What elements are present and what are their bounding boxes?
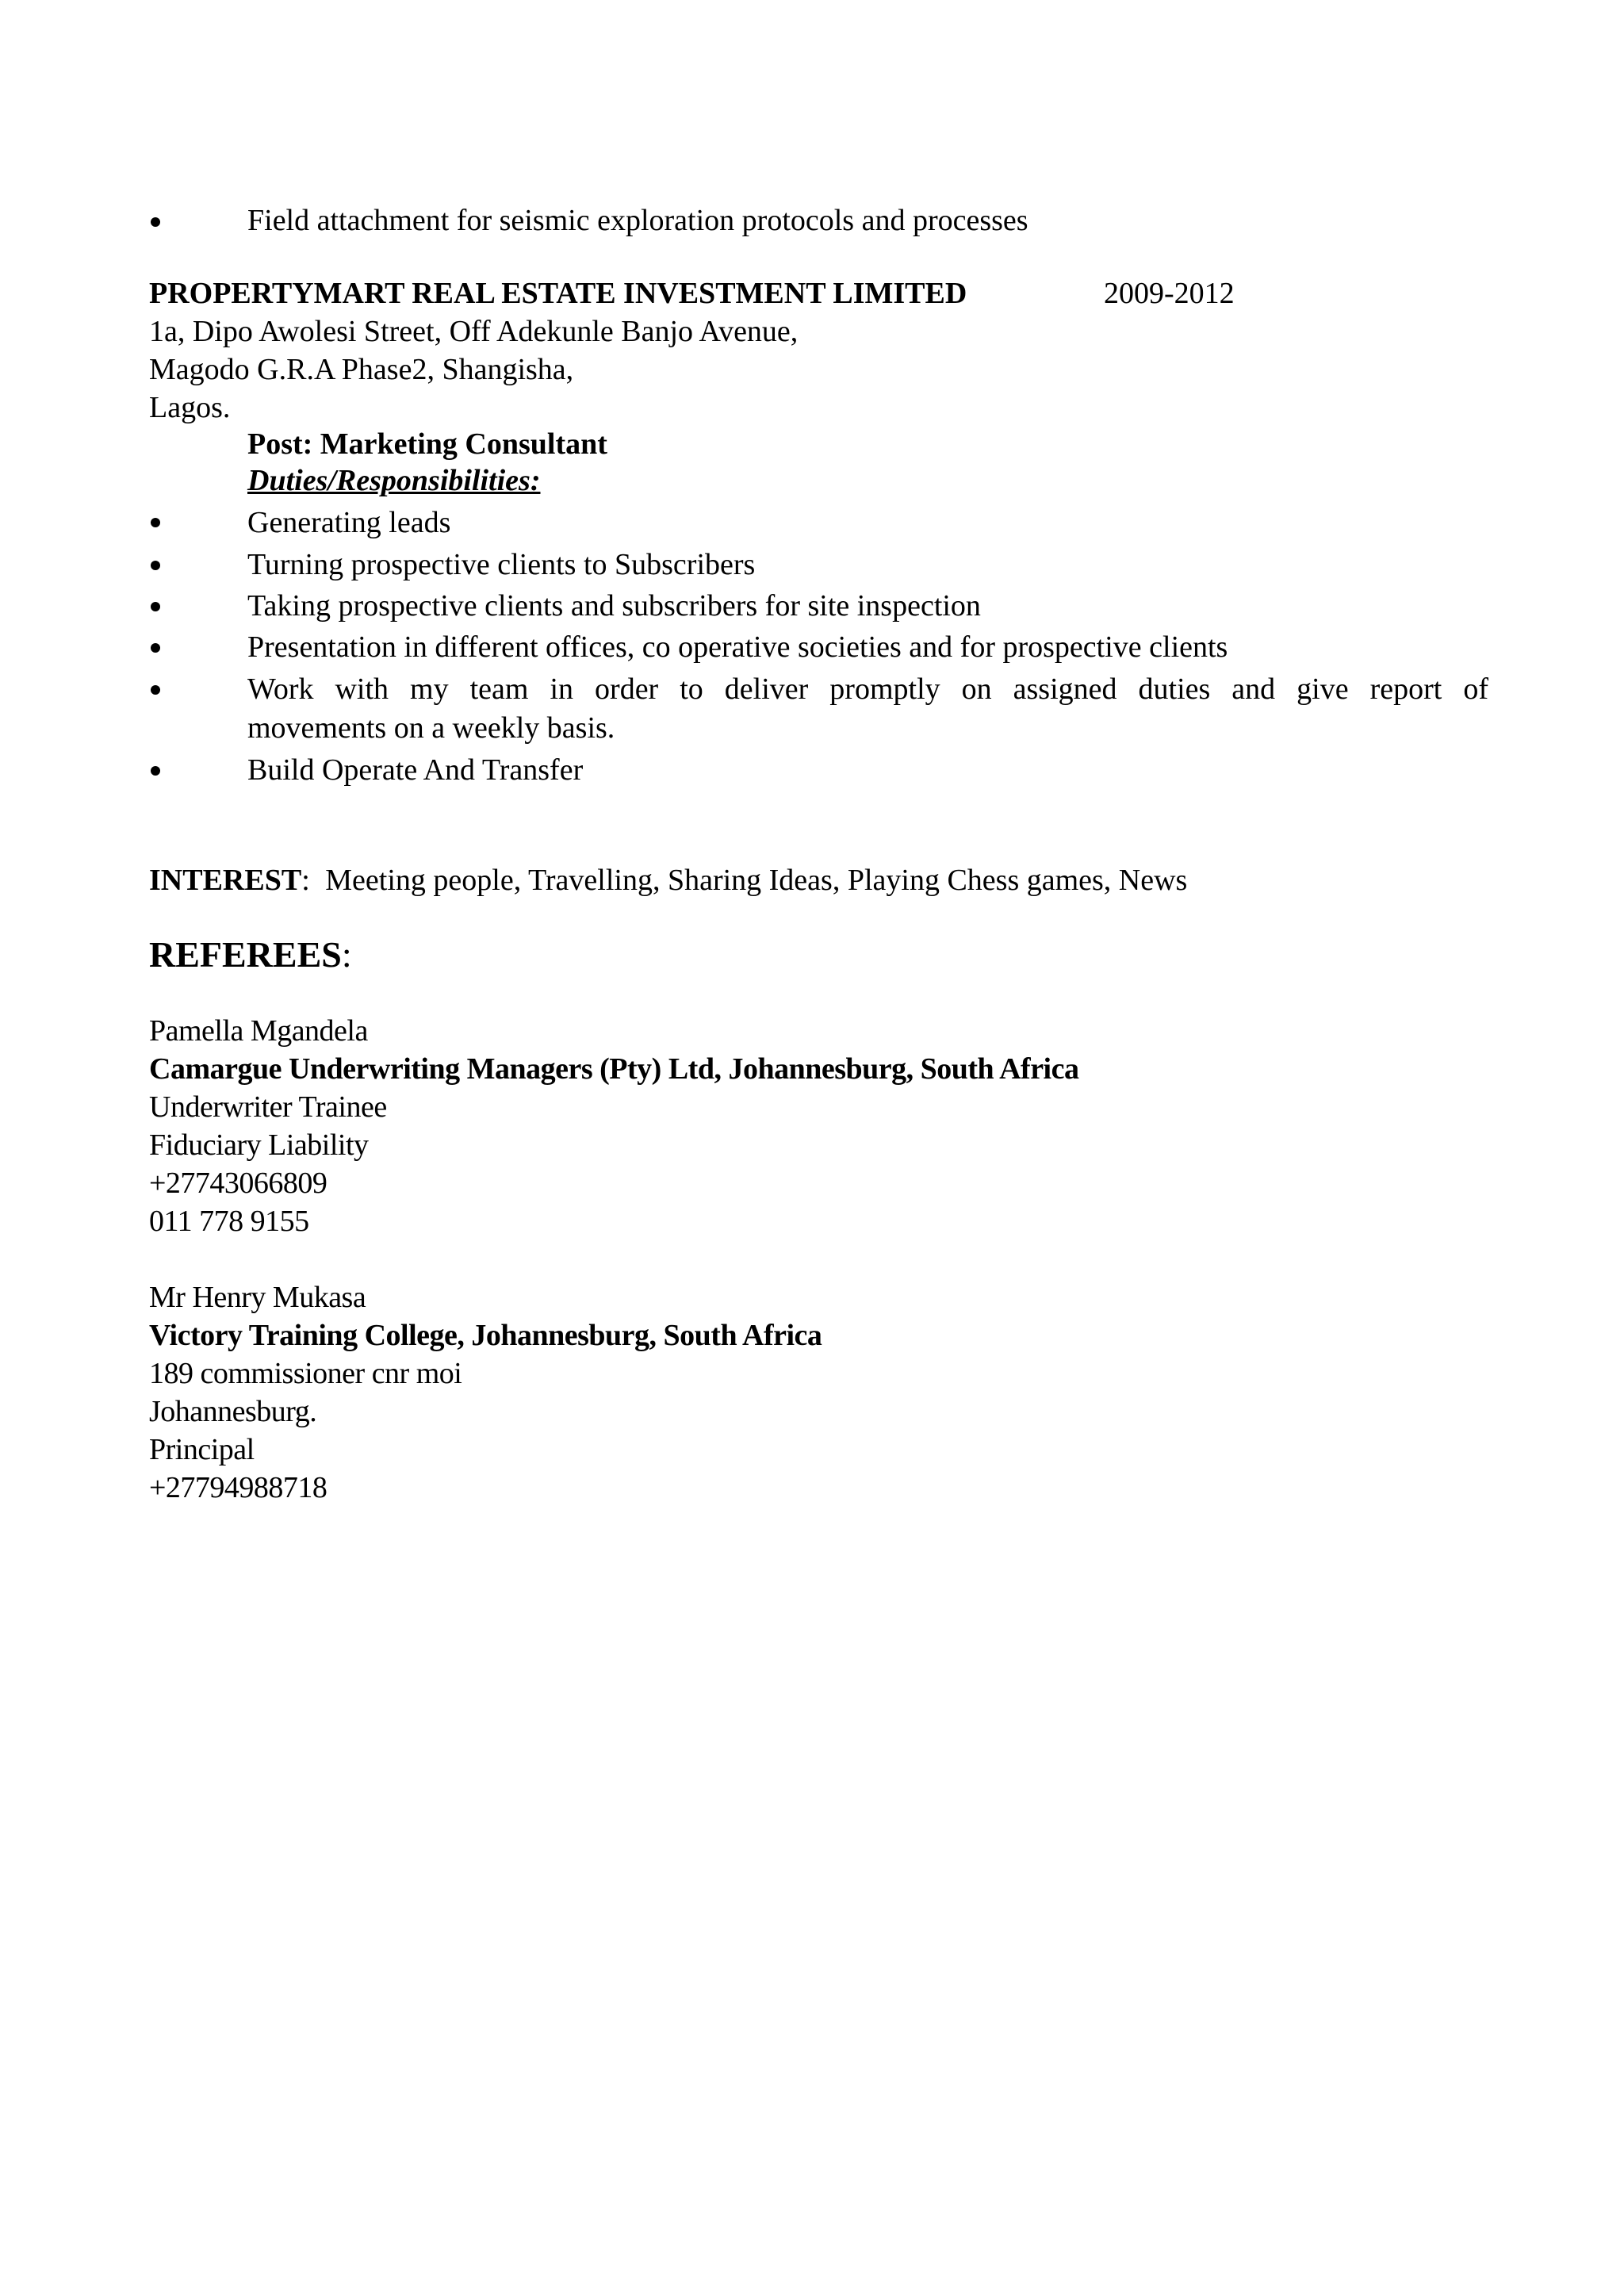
- top-bullet-text: Field attachment for seismic exploration protocols and processes: [247, 204, 1028, 237]
- bullet-icon: [151, 561, 160, 570]
- interest-line: [149, 861, 1187, 899]
- duties-heading: Duties/Responsibilities:: [247, 464, 541, 497]
- referee-department: Fiduciary Liability: [149, 1128, 369, 1162]
- referee-role: Underwriter Trainee: [149, 1090, 387, 1124]
- duty-item: Work with my team in order to deliver promptly on assigned duties and give report of: [247, 672, 1488, 706]
- referee-name: Pamella Mgandela: [149, 1014, 368, 1048]
- referees-heading: [149, 933, 352, 977]
- referee-city: Johannesburg.: [149, 1395, 317, 1428]
- address-line-1: 1a, Dipo Awolesi Street, Off Adekunle Banjo Avenue,: [149, 315, 799, 348]
- duty-item: Build Operate And Transfer: [247, 753, 584, 787]
- bullet-icon: [151, 518, 160, 527]
- duty-item: Presentation in different offices, co operative societies and for prospective clients: [247, 630, 1228, 664]
- interest-text: Meeting people, Travelling, Sharing Ideas, Playing Chess games, News: [325, 864, 1188, 897]
- bullet-icon: [151, 766, 160, 776]
- employment-years: 2009-2012: [1104, 277, 1235, 310]
- post-title: Post: Marketing Consultant: [247, 427, 607, 461]
- referee-phone: +27794988718: [149, 1471, 327, 1504]
- referees-title: REFEREES: [149, 934, 342, 975]
- bullet-icon: [151, 643, 160, 653]
- address-line-2: Magodo G.R.A Phase2, Shangisha,: [149, 353, 574, 386]
- referee-role: Principal: [149, 1433, 255, 1466]
- duty-item: Generating leads: [247, 506, 451, 539]
- referees-colon: :: [341, 934, 352, 975]
- interest-label: INTEREST: [149, 864, 302, 897]
- duty-item-continuation: movements on a weekly basis.: [247, 711, 615, 745]
- duty-item: Taking prospective clients and subscribers for site inspection: [247, 589, 981, 623]
- employer-name: PROPERTYMART REAL ESTATE INVESTMENT LIMITED: [149, 277, 967, 310]
- referee-name: Mr Henry Mukasa: [149, 1281, 366, 1314]
- interest-colon: :: [301, 864, 310, 897]
- referee-organization: Victory Training College, Johannesburg, South Africa: [149, 1319, 822, 1352]
- referee-phone-alt: 011 778 9155: [149, 1205, 309, 1238]
- bullet-icon: [151, 685, 160, 695]
- address-line-3: Lagos.: [149, 391, 231, 424]
- referee-address: 189 commissioner cnr moi: [149, 1357, 462, 1390]
- bullet-icon: [151, 217, 160, 227]
- referee-phone: +27743066809: [149, 1167, 327, 1200]
- bullet-icon: [151, 602, 160, 611]
- referee-organization: Camargue Underwriting Managers (Pty) Ltd, Johannesburg, South Africa: [149, 1052, 1079, 1086]
- duty-item: Turning prospective clients to Subscribers: [247, 548, 756, 581]
